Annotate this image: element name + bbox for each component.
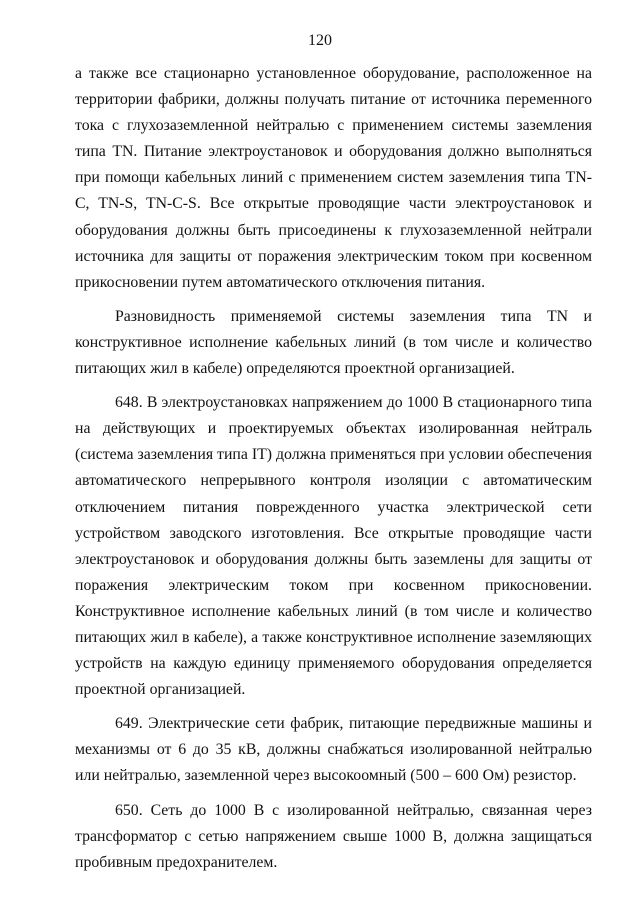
paragraph-item-650: 650. Сеть до 1000 В с изолированной нейтралью, связанная через трансформатор с сетью напряжением свыше 1000 В, должна защищаться пробивным предохранителем.	[75, 801, 592, 871]
paragraph-item-648: 648. В электроустановках напряжением до 1000 В стационарного типа на действующих и проектируемых объектах изолированная нейтраль (система заземления типа IT) должна применяться при условии обеспечения автоматического непрерывного контроля изоляции с автоматическим отключением питания поврежденного участка электрической сети устройством заводского изготовления. Все открытые проводящие части электроустановок и оборудования должны быть заземлены для защиты от поражения электрическим током при косвенном прикосновении. Конструктивное исполнение кабельных линий (в том числе и количество питающих жил в кабеле), а также конструктивное исполнение заземляющих устройств на каждую единицу применяемого оборудования определяется проектной организацией.	[75, 394, 592, 699]
paragraph-continuation: а также все стационарно установленное оборудование, расположенное на территории фабрики, должны получать питание от источника переменного тока с глухозаземленной нейтралью с применением системы заземления типа TN. Питание электроустановок и оборудования должно выполняться при помощи кабельных линий с применением систем заземления типа TN-C, TN-S, TN-C-S. Все открытые проводящие части электроустановок и оборудования должны быть присоединены к глухозаземленной нейтрали источника для защиты от поражения электрическим током при косвенном прикосновении путем автоматического отключения питания.	[75, 65, 592, 291]
paragraph-item-649: 649. Электрические сети фабрик, питающие передвижные машины и механизмы от 6 до 35 кВ, должны снабжаться изолированной нейтралью или нейтралью, заземленной через высокоомный (500 – 600 Ом) резистор.	[75, 715, 592, 785]
paragraph-tn-variant: Разновидность применяемой системы заземления типа TN и конструктивное исполнение кабельных линий (в том числе и количество питающих жил в кабеле) определяются проектной организацией.	[75, 307, 592, 378]
document-body	[75, 61, 592, 884]
page-number: 120	[308, 32, 332, 49]
